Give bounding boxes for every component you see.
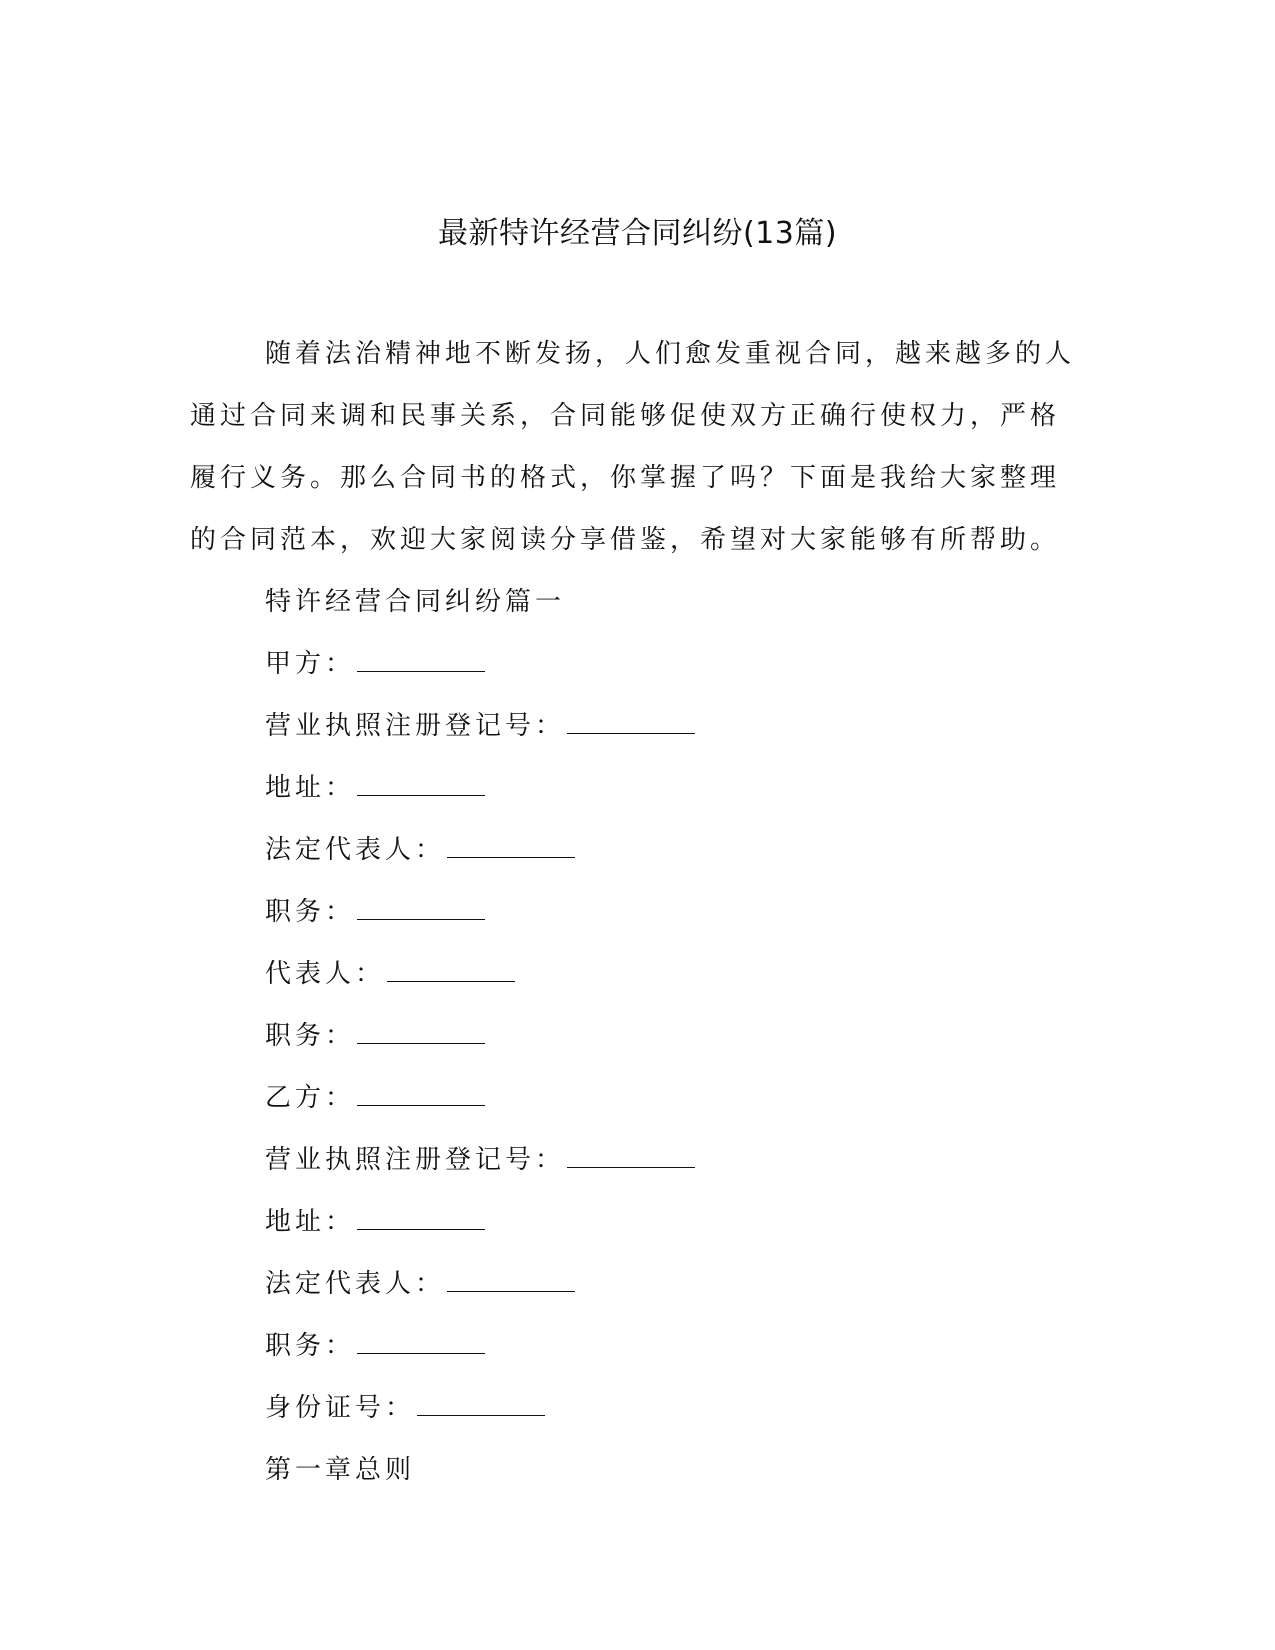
field-label: 地址： — [265, 773, 356, 803]
field-label: 地址： — [265, 1207, 356, 1237]
form-field-representative-a — [190, 943, 1080, 1005]
field-label: 法定代表人： — [265, 1269, 446, 1299]
fill-in-blank — [357, 1023, 485, 1044]
form-field-license-no-b — [190, 1129, 1080, 1191]
form-field-position-a2 — [190, 1005, 1080, 1067]
field-label: 职务： — [265, 1021, 356, 1051]
fill-in-blank — [567, 1147, 695, 1168]
fill-in-blank — [357, 1333, 485, 1354]
form-field-legal-rep-b — [190, 1253, 1080, 1315]
form-field-party-b — [190, 1067, 1080, 1129]
document-body — [190, 323, 1080, 1501]
intro-paragraph: 随着法治精神地不断发扬，人们愈发重视合同，越来越多的人通过合同来调和民事关系，合同能够促使双方正确行使权力，严格履行义务。那么合同书的格式，你掌握了吗？下面是我给大家整理的合同范本，欢迎大家阅读分享借鉴，希望对大家能够有所帮助。 — [190, 339, 1076, 555]
field-label: 代表人： — [265, 959, 386, 989]
form-field-position-a — [190, 881, 1080, 943]
field-label: 职务： — [265, 1331, 356, 1361]
chapter-heading: 第一章总则 — [265, 1455, 416, 1485]
form-field-license-no-a — [190, 695, 1080, 757]
fill-in-blank — [357, 899, 485, 920]
field-label: 身份证号： — [265, 1393, 416, 1423]
fill-in-blank — [357, 651, 485, 672]
fill-in-blank — [447, 837, 575, 858]
fill-in-blank — [357, 1085, 485, 1106]
field-label: 职务： — [265, 897, 356, 927]
fill-in-blank — [447, 1271, 575, 1292]
field-label: 营业执照注册登记号： — [265, 1145, 566, 1175]
fill-in-blank — [387, 961, 515, 982]
form-field-id-number-b — [190, 1377, 1080, 1439]
form-field-legal-rep-a — [190, 819, 1080, 881]
form-field-party-a — [190, 633, 1080, 695]
fill-in-blank — [567, 713, 695, 734]
section-heading: 特许经营合同纠纷篇一 — [265, 587, 566, 617]
contract-fields — [190, 571, 1080, 1501]
field-label: 法定代表人： — [265, 835, 446, 865]
document-title: 最新特许经营合同纠纷(13篇) — [437, 216, 838, 251]
form-field-address-a — [190, 757, 1080, 819]
field-label: 营业执照注册登记号： — [265, 711, 566, 741]
fill-in-blank — [357, 775, 485, 796]
field-label: 甲方： — [265, 649, 356, 679]
field-label: 乙方： — [265, 1083, 356, 1113]
fill-in-blank — [357, 1209, 485, 1230]
form-field-position-b — [190, 1315, 1080, 1377]
form-field-address-b — [190, 1191, 1080, 1253]
fill-in-blank — [417, 1395, 545, 1416]
